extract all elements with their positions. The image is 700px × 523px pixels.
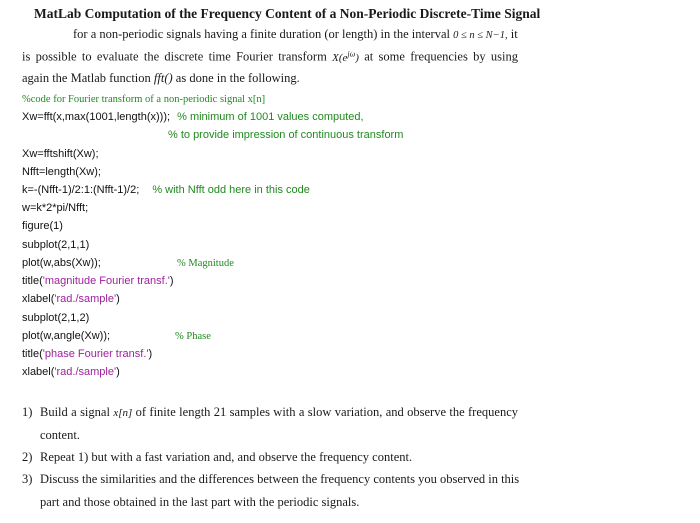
code-line-title-magnitude bbox=[22, 275, 174, 287]
code-title-1-close: ) bbox=[169, 275, 174, 287]
page-title: MatLab Computation of the Frequency Content of a Non-Periodic Discrete-Time Signal bbox=[34, 6, 541, 21]
task-1-signal-math: x[n] bbox=[113, 407, 133, 419]
code-xw-comment-2: % to provide impression of continuous transform bbox=[168, 129, 404, 141]
intro-line-1 bbox=[73, 27, 518, 42]
code-comment-header: %code for Fourier transform of a non-periodic signal x[n] bbox=[22, 94, 266, 105]
code-line-w: w=k*2*pi/Nfft; bbox=[22, 202, 89, 214]
task-3-line-1: Discuss the similarities and the differences between the frequency contents you observed in this bbox=[40, 472, 520, 486]
intro-line-1-end: it bbox=[510, 27, 518, 41]
code-k-statement: k=-(Nfft-1)/2:1:(Nfft-1)/2; bbox=[22, 184, 140, 196]
code-xlabel-1-string: 'rad./sample' bbox=[54, 293, 117, 305]
task-3-number: 3) bbox=[22, 472, 33, 486]
code-k-comment: % with Nfft odd here in this code bbox=[152, 184, 310, 196]
code-title-2-close: ) bbox=[148, 348, 153, 360]
code-line-xlabel-1 bbox=[22, 293, 120, 305]
code-line-title-phase bbox=[22, 348, 152, 360]
code-xlabel-2-open: xlabel( bbox=[22, 366, 55, 378]
code-line-k bbox=[22, 184, 310, 196]
code-xw-statement: Xw=fft(x,max(1001,length(x))); bbox=[22, 111, 171, 123]
code-line-plot-phase: plot(w,angle(Xw)); bbox=[22, 330, 111, 342]
code-line-subplot-2: subplot(2,1,2) bbox=[22, 312, 90, 324]
intro-line-2-text: is possible to evaluate the discrete time Fourier transform bbox=[22, 49, 327, 64]
code-title-1-string: 'magnitude Fourier transf.' bbox=[42, 275, 170, 287]
task-1-text: Build a signal bbox=[40, 405, 110, 419]
code-line-xlabel-2 bbox=[22, 366, 120, 378]
code-line-fftshift: Xw=fftshift(Xw); bbox=[22, 148, 99, 160]
task-1-text-end: of finite length 21 samples with a slow variation, and observe the frequency bbox=[135, 405, 518, 419]
code-line-nfft: Nfft=length(Xw); bbox=[22, 166, 101, 178]
code-title-2-open: title( bbox=[22, 348, 43, 360]
task-2-text: Repeat 1) but with a fast variation and, and observe the frequency content. bbox=[40, 450, 413, 464]
intro-line-2 bbox=[22, 49, 518, 65]
code-xlabel-1-open: xlabel( bbox=[22, 293, 55, 305]
intro-line-2-end: at some frequencies by using bbox=[364, 49, 518, 64]
task-1-line-1 bbox=[40, 405, 518, 420]
code-line-figure: figure(1) bbox=[22, 220, 63, 232]
task-2-number: 2) bbox=[22, 450, 33, 464]
task-3-line-2: part and those obtained in the last part with the periodic signals. bbox=[40, 495, 360, 509]
intro-line-3 bbox=[22, 71, 300, 86]
task-1-line-2: content. bbox=[40, 428, 80, 442]
code-xw-comment: % minimum of 1001 values computed, bbox=[177, 111, 364, 123]
code-magnitude-comment: % Magnitude bbox=[177, 258, 234, 269]
intro-transform-math: $X(e^{j\omega})$ bbox=[332, 49, 359, 64]
code-title-2-string: 'phase Fourier transf.' bbox=[42, 348, 149, 360]
code-xlabel-2-string: 'rad./sample' bbox=[54, 366, 117, 378]
code-line-xw bbox=[22, 111, 364, 123]
task-1-number: 1) bbox=[22, 405, 33, 419]
intro-line-3-end: as done in the following. bbox=[175, 71, 300, 85]
code-title-1-open: title( bbox=[22, 275, 43, 287]
intro-line-1-text: for a non-periodic signals having a finite duration (or length) in the interval bbox=[73, 27, 450, 41]
code-line-subplot-1: subplot(2,1,1) bbox=[22, 239, 90, 251]
code-line-plot-magnitude: plot(w,abs(Xw)); bbox=[22, 257, 101, 269]
intro-fft-function: fft() bbox=[153, 71, 173, 85]
code-xlabel-1-close: ) bbox=[116, 293, 120, 305]
code-phase-comment: % Phase bbox=[175, 331, 211, 342]
intro-interval-math: 0 ≤ n ≤ N−1, bbox=[453, 30, 508, 41]
intro-line-3-text: again the Matlab function bbox=[22, 71, 151, 85]
code-xlabel-2-close: ) bbox=[116, 366, 120, 378]
